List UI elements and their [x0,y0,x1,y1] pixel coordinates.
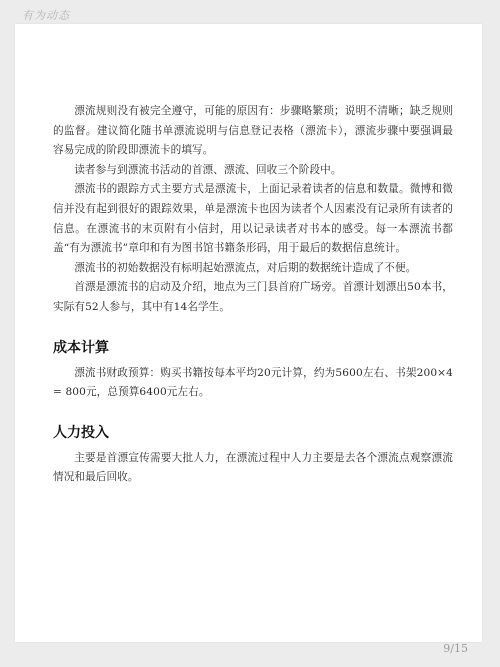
paragraph-first-drift: 首漂是漂流书的启动及介绍，地点为三门县首府广场旁。首漂计划漂出50本书，实际有52人参与，其中有14名学生。 [53,281,453,313]
heading-labor: 人力投入 [53,424,109,441]
paragraph-tracking: 漂流书的跟踪方式主要方式是漂流卡，上面记录着读者的信息和数量。微博和微信并没有起到很好的跟踪效果，单是漂流卡也因为读者个人因素没有记录所有读者的信息。在漂流书的末页附有小信封，用以记录读者对书本的感受。每一本漂流书都盖“有为漂流书”章印和有为图书馆书籍条形码，用于最后的数据信息统计。 [53,183,453,255]
app-title: 有为动态 [22,9,70,22]
document-page[interactable] [15,24,482,642]
paragraph-rules: 漂流规则没有被完全遵守，可能的原因有：步骤略繁琐；说明不清晰；缺乏规则的监督。建议简化随书单漂流说明与信息登记表格（漂流卡），漂流步骤中要强调最容易完成的阶段即漂流卡的填写。 [53,105,453,157]
paragraph-stages: 读者参与到漂流书活动的首漂、漂流、回收三个阶段中。 [74,163,342,176]
heading-cost: 成本计算 [53,339,109,356]
paragraph-initial-data: 漂流书的初始数据没有标明起始漂流点，对后期的数据统计造成了不便。 [74,261,417,274]
paragraph-labor: 主要是首漂宣传需要大批人力，在漂流过程中人力主要是去各个漂流点观察漂流情况和最后回收。 [53,451,453,484]
page-content [53,102,453,488]
paragraph-cost: 漂流书财政预算：购买书籍按每本平均20元计算，约为5600左右、书架200×4 = 800元，总预算6400元左右。 [53,366,453,399]
page-indicator: 9/15 [443,642,468,655]
